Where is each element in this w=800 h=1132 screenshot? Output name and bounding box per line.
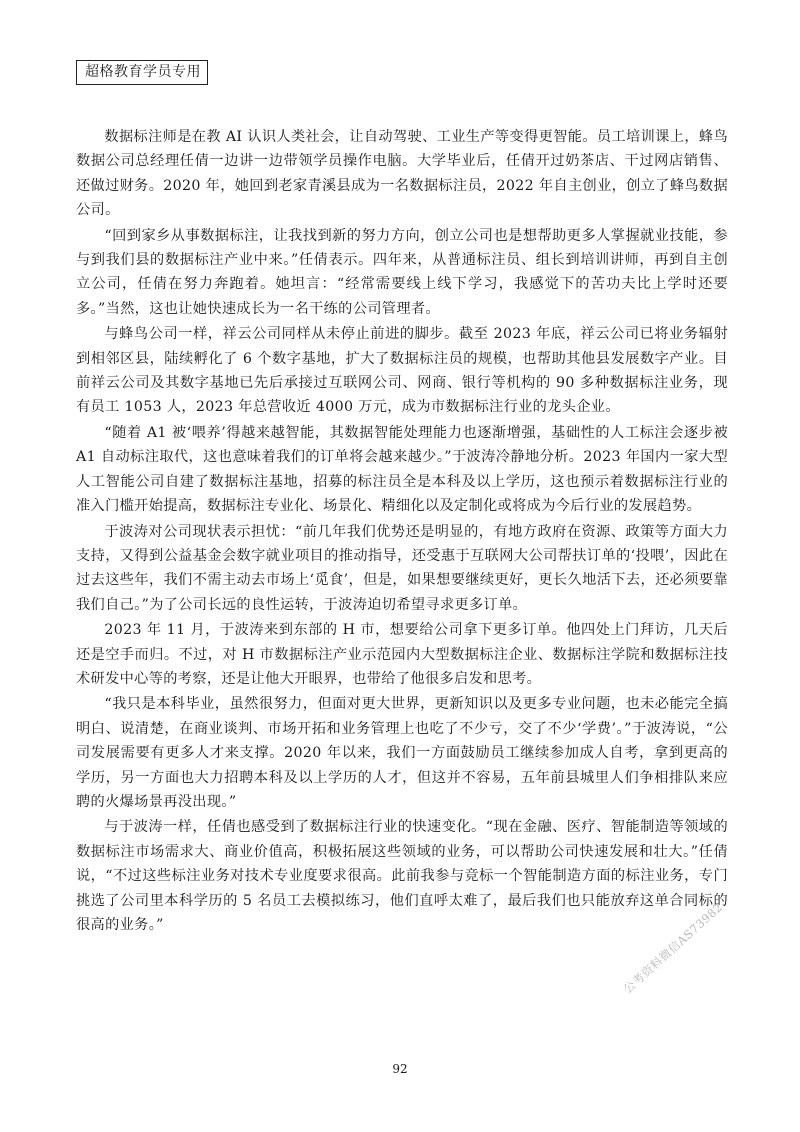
paragraph: “随着 A1 被‘喂养’得越来越智能，其数据智能处理能力也逐渐增强，基础性的人工标注会逐步被 A1 自动标注取代，这也意味着我们的订单将会越来越少。”于波涛冷静地分析。2023 年国内一家大型人工智能公司自建了数据标注基地，招募的标注员全是本科及以上学历，这也预示着数据标注行业的准入门槛开始提高，数据标注专业化、场景化、精细化以及定制化或将成为今后行业的发展趋势。 bbox=[76, 424, 728, 515]
header-stamp: 超格教育学员专用 bbox=[76, 60, 208, 85]
article-body bbox=[76, 125, 728, 938]
page-number: 92 bbox=[392, 1062, 408, 1076]
paragraph: 与蜂鸟公司一样，祥云公司同样从未停止前进的脚步。截至 2023 年底，祥云公司已将业务辐射到相邻区县，陆续孵化了 6 个数字基地，扩大了数据标注员的规模，也帮助其他县发展数字产业。目前祥云公司及其数字基地已先后承接过互联网公司、网商、银行等机构的 90 多种数据标注业务，现有员工 1053 人，2023 年总营收近 4000 万元，成为市数据标注行业的龙头企业。 bbox=[76, 326, 728, 416]
paragraph: “我只是本科毕业，虽然很努力，但面对更大世界，更新知识以及更多专业问题，也未必能完全搞明白、说清楚，在商业谈判、市场开拓和业务管理上也吃了不少亏，交了不少‘学费’。”于波涛说，“公司发展需要有更多人才来支撑。2020 年以来，我们一方面鼓励员工继续参加成人自考，拿到更高的学历，另一方面也大力招聘本科及以上学历的人才，但这并不容易，五年前县城里人们争相排队来应聘的火爆场景再没出现。” bbox=[76, 696, 728, 810]
paragraph: 2023 年 11 月，于波涛来到东部的 H 市，想要给公司拿下更多订单。他四处上门拜访，几天后还是空手而归。不过，对 H 市数据标注产业示范园内大型数据标注企业、数据标注学院和数据标注技术研发中心等的考察，还是让他大开眼界，也带给了他很多启发和思考。 bbox=[76, 622, 728, 687]
paragraph: “回到家乡从事数据标注，让我找到新的努力方向，创立公司也是想帮助更多人掌握就业技能，参与到我们县的数据标注产业中来。”任倩表示。四年来，从普通标注员、组长到培训讲师，再到自主创立公司，任倩在努力奔跑着。她坦言：“经常需要线上线下学习，我感觉下的苦功夫比上学时还要多。”当然，这也让她快速成长为一名干练的公司管理者。 bbox=[76, 227, 728, 317]
paragraph: 数据标注师是在教 AI 认识人类社会，让自动驾驶、工业生产等变得更智能。员工培训课上，蜂鸟数据公司总经理任倩一边讲一边带领学员操作电脑。大学毕业后，任倩开过奶茶店、干过网店销售、还做过财务。2020 年，她回到老家青溪县成为一名数据标注员，2022 年自主创业，创立了蜂鸟数据公司。 bbox=[76, 129, 728, 219]
paragraph: 与于波涛一样，任倩也感受到了数据标注行业的快速变化。“现在金融、医疗、智能制造等领域的数据标注市场需求大、商业价值高，积极拓展这些领域的业务，可以帮助公司快速发展和壮大。”任倩说，“不过这些标注业务对技术专业度要求很高。此前我参与竞标一个智能制造方面的标注业务，专门挑选了公司里本科学历的 5 名员工去模拟练习，他们直呼太难了，最后我们也只能放弃这单合同标的很高的业务。” bbox=[76, 819, 728, 933]
watermark: 公考资料微信AS73982 bbox=[620, 899, 726, 997]
paragraph: 于波涛对公司现状表示担忧：“前几年我们优势还是明显的，有地方政府在资源、政策等方面大力支持，又得到公益基金会数字就业项目的推动指导，还受惠于互联网大公司帮扶订单的‘投喂’，因此在过去这些年，我们不需主动去市场上‘觅食’，但是，如果想要继续更好，更长久地活下去，还必须要靠我们自己。”为了公司长远的良性运转，于波涛迫切希望寻求更多订单。 bbox=[76, 523, 728, 613]
